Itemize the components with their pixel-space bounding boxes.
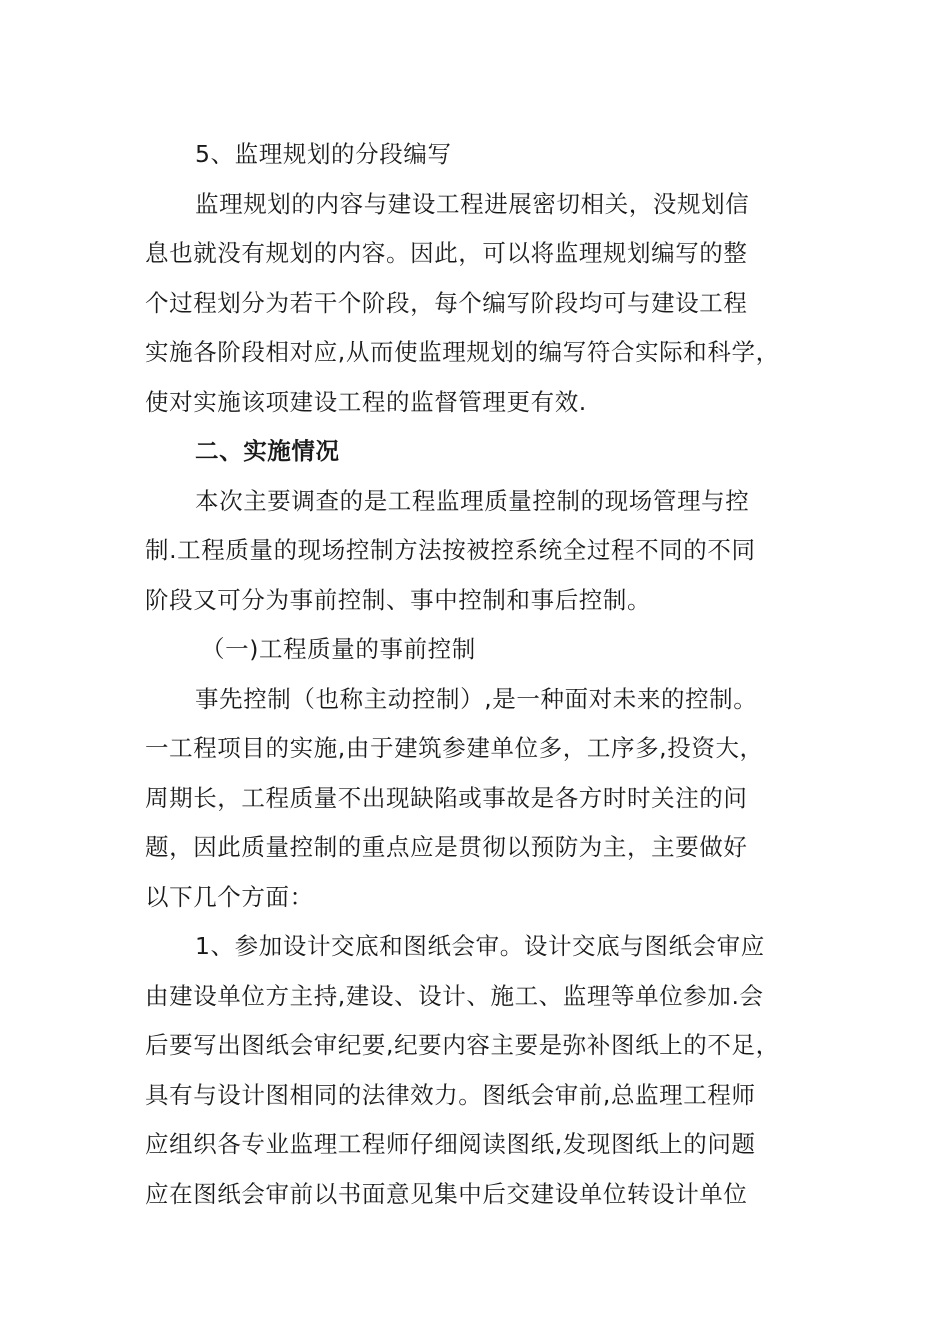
- paragraph-line: 监理规划的内容与建设工程进展密切相关，没规划信: [195, 189, 750, 218]
- paragraph-line: 使对实施该项建设工程的监督管理更有效.: [145, 387, 587, 416]
- paragraph-line: 个过程划分为若干个阶段，每个编写阶段均可与建设工程: [145, 288, 748, 317]
- paragraph-line: 实施各阶段相对应,从而使监理规划的编写符合实际和科学，: [145, 338, 780, 366]
- paragraph-line: 题，因此质量控制的重点应是贯彻以预防为主，主要做好: [145, 833, 748, 861]
- subsection-heading-pre-control: （一)工程质量的事前控制: [201, 635, 476, 663]
- paragraph-line: 事先控制（也称主动控制）,是一种面对未来的控制。: [195, 684, 758, 713]
- paragraph-line: 具有与设计图相同的法律效力。图纸会审前,总监理工程师: [145, 1080, 756, 1109]
- paragraph-line: 以下几个方面：: [145, 882, 314, 911]
- paragraph-line: 制.工程质量的现场控制方法按被控系统全过程不同的不同: [145, 536, 756, 564]
- paragraph-line: 本次主要调查的是工程监理质量控制的现场管理与控: [195, 486, 750, 515]
- paragraph-line: 息也就没有规划的内容。因此，可以将监理规划编写的整: [145, 239, 748, 267]
- paragraph-line: 由建设单位方主持,建设、设计、施工、监理等单位参加.会: [145, 981, 764, 1010]
- paragraph-line: 阶段又可分为事前控制、事中控制和事后控制。: [145, 585, 652, 614]
- paragraph-line: 一工程项目的实施,由于建筑参建单位多，工序多,投资大，: [145, 734, 764, 762]
- paragraph-line: 应组织各专业监理工程师仔细阅读图纸,发现图纸上的问题: [145, 1130, 756, 1158]
- subsection-heading-monitoring-plan: 5、监理规划的分段编写: [195, 140, 452, 168]
- paragraph-line: 应在图纸会审前以书面意见集中后交建设单位转设计单位: [145, 1179, 748, 1208]
- section-heading-implementation: 二、实施情况: [195, 437, 340, 465]
- document-body: [145, 130, 810, 1219]
- paragraph-line: 后要写出图纸会审纪要,纪要内容主要是弥补图纸上的不足，: [145, 1031, 780, 1059]
- paragraph-line: 周期长，工程质量不出现缺陷或事故是各方时时关注的问: [145, 783, 748, 812]
- paragraph-line: 1、参加设计交底和图纸会审。设计交底与图纸会审应: [195, 932, 765, 960]
